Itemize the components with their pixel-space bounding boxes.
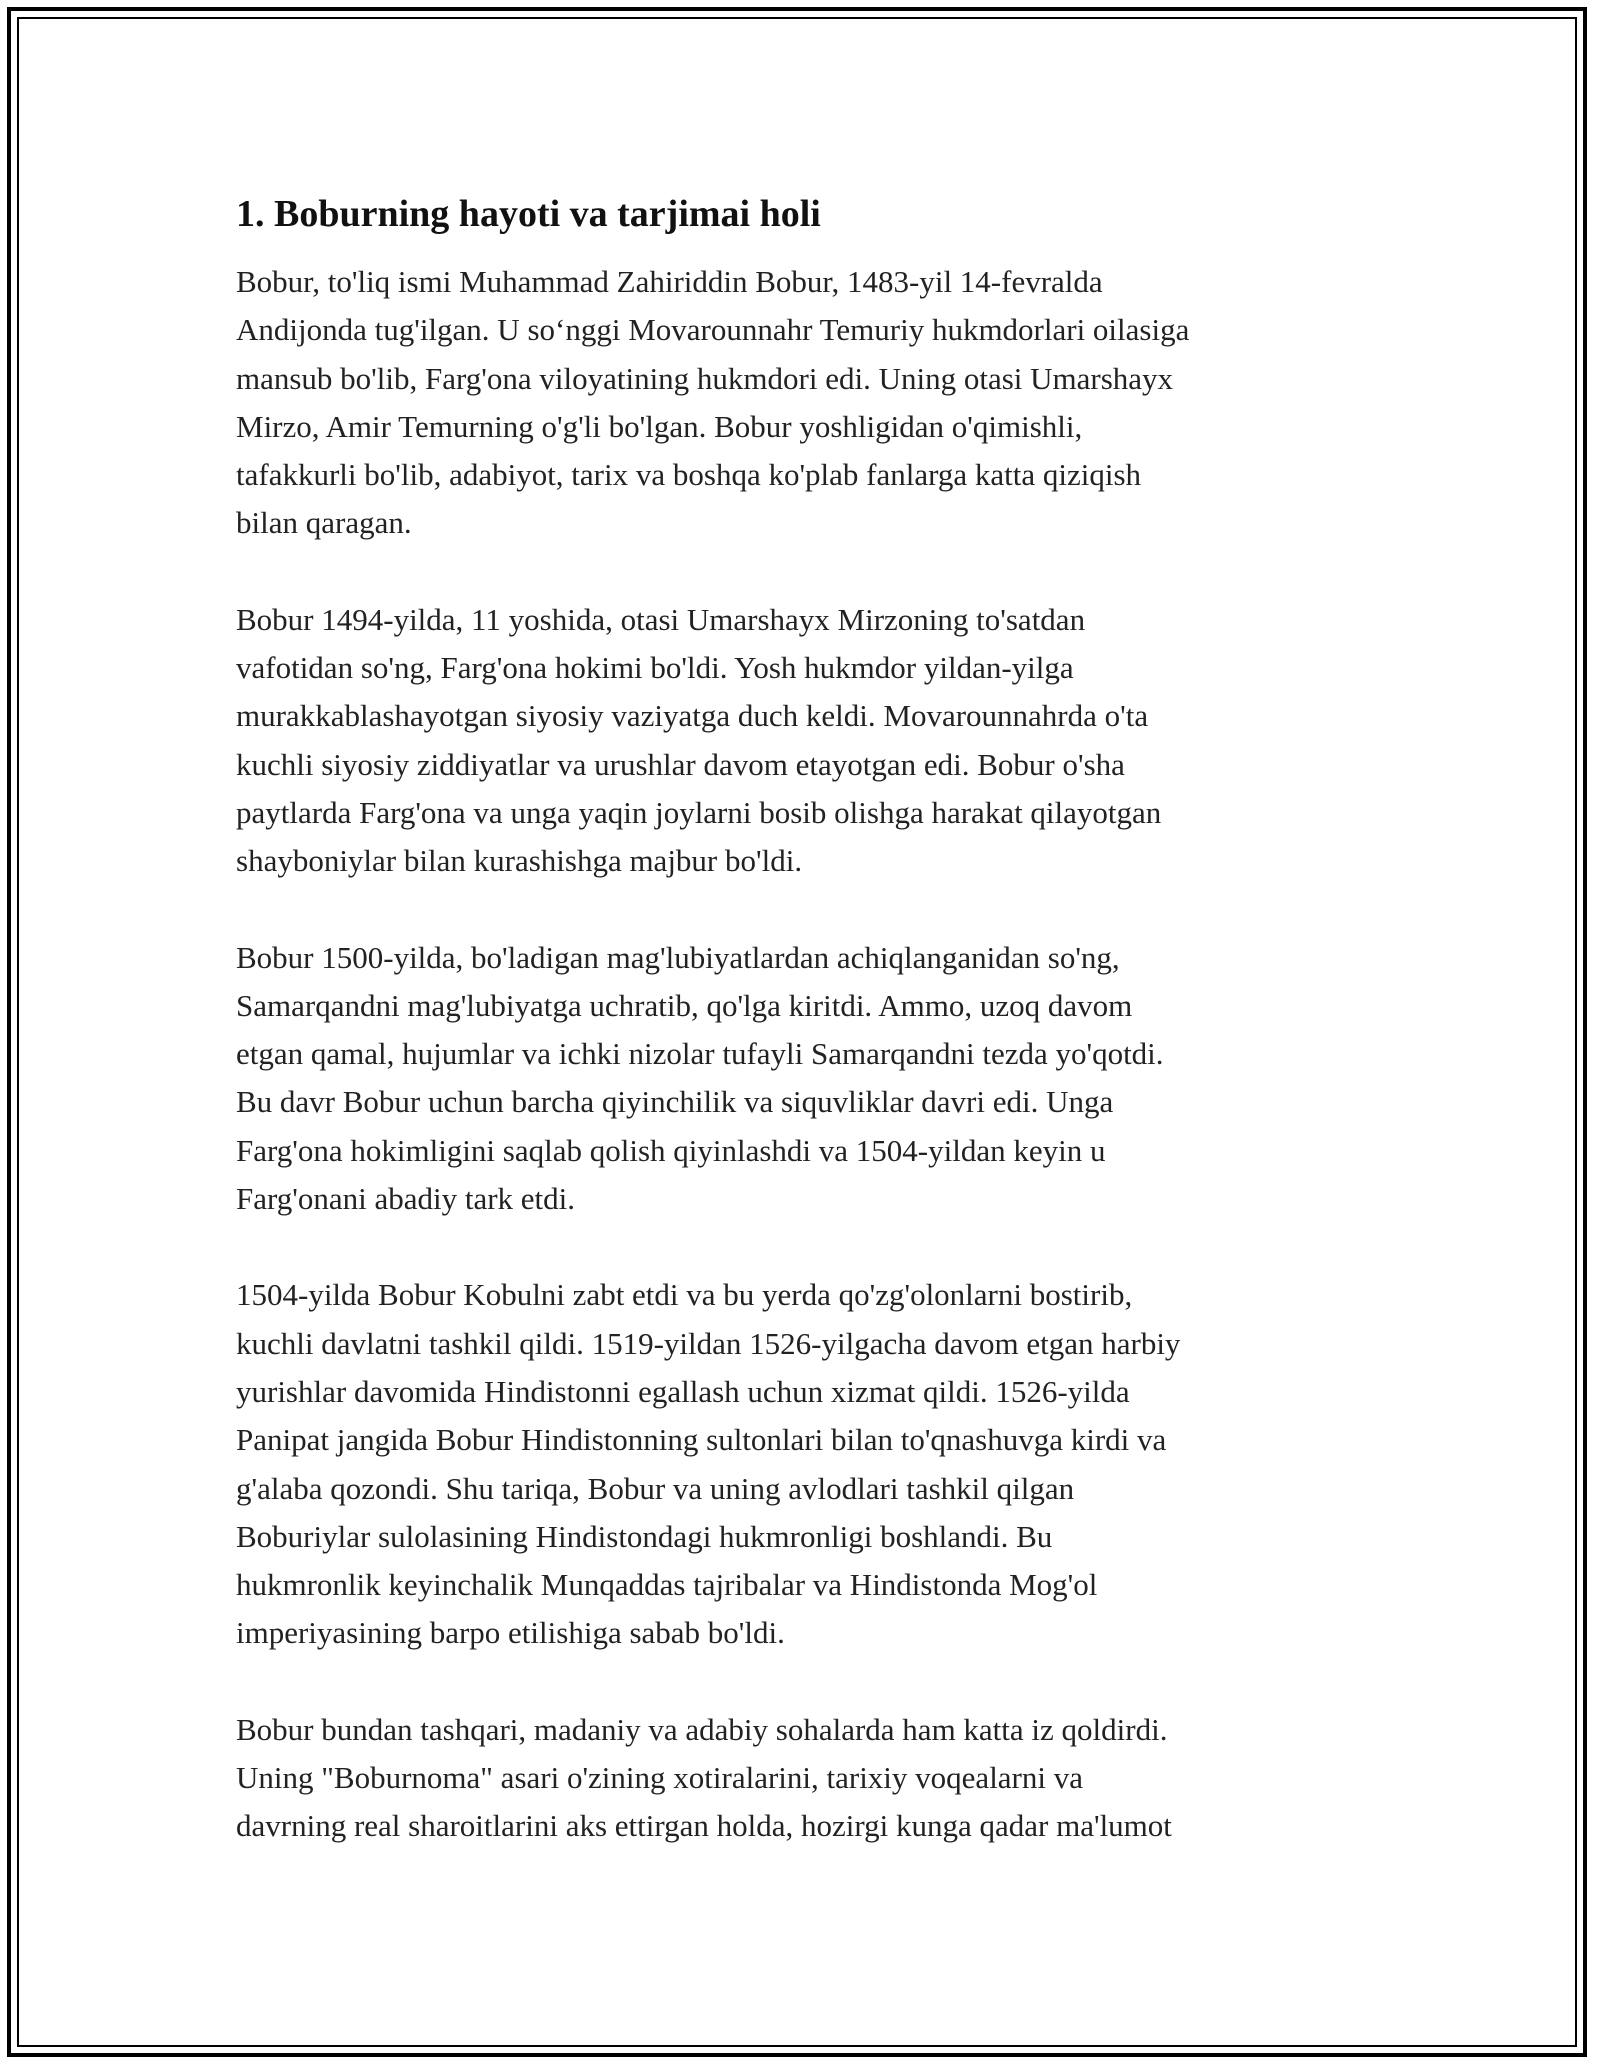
document-page <box>236 188 1386 1899</box>
section-heading: 1. Boburning hayoti va tarjimai holi <box>236 193 821 235</box>
paragraph-samarkand: Bobur 1500-yilda, bo'ladigan mag'lubiyatlardan achiqlanganidan so'ng, Samarqandni mag'lubiyatga uchratib, qo'lga kiritdi. Ammo, uzoq davom etgan qamal, hujumlar va ichki nizolar tufayli Samarqandni tezda yo'qotdi. Bu davr Bobur uchun barcha qiyinchilik va siquvliklar davri edi. Unga Farg'ona hokimligini saqlab qolish qiyinlashdi va 1504-yildan keyin u Farg'onani abadiy tark etdi. <box>236 939 1164 1217</box>
paragraph-fergana-rule: Bobur 1494-yilda, 11 yoshida, otasi Umarshayx Mirzoning to'satdan vafotidan so'ng, Farg'ona hokimi bo'ldi. Yosh hukmdor yildan-yilga murakkablashayotgan siyosiy vaziyatga duch keldi. Movarounnahrda o'ta kuchli siyosiy ziddiyatlar va urushlar davom etayotgan edi. Bobur o'sha paytlarda Farg'ona va unga yaqin joylarni bosib olishga harakat qilayotgan shayboniylar bilan kurashishga majbur bo'ldi. <box>236 601 1162 879</box>
paragraph-early-life: Bobur, to'liq ismi Muhammad Zahiriddin Bobur, 1483-yil 14-fevralda Andijonda tug'ilgan. U so‘nggi Movarounnahr Temuriy hukmdorlari oilasiga mansub bo'lib, Farg'ona viloyatining hukmdori edi. Uning otasi Umarshayx Mirzo, Amir Temurning o'g'li bo'lgan. Bobur yoshligidan o'qimishli, tafakkurli bo'lib, adabiyot, tarix va boshqa ko'plab fanlarga katta qiziqish bilan qaragan. <box>236 264 1190 541</box>
paragraph-kabul-india: 1504-yilda Bobur Kobulni zabt etdi va bu yerda qo'zg'olonlarni bostirib, kuchli davlatni tashkil qildi. 1519-yildan 1526-yilgacha davom etgan harbiy yurishlar davomida Hindistonni egallash uchun xizmat qildi. 1526-yilda Panipat jangida Bobur Hindistonning sultonlari bilan to'qnashuvga kirdi va g'alaba qozondi. Shu tariqa, Bobur va uning avlodlari tashkil qilgan Boburiylar sulolasining Hindistondagi hukmronligi boshlandi. Bu hukmronlik keyinchalik Munqaddas tajribalar va Hindistonda Mog'ol imperiyasining barpo etilishiga sabab bo'ldi. <box>236 1277 1181 1651</box>
paragraph-cultural-legacy: Bobur bundan tashqari, madaniy va adabiy sohalarda ham katta iz qoldirdi. Uning "Boburnoma" asari o'zining xotiralarini, tarixiy voqealarni va davrning real sharoitlarini aks ettirgan holda, hozirgi kunga qadar ma'lumot <box>236 1711 1172 1844</box>
